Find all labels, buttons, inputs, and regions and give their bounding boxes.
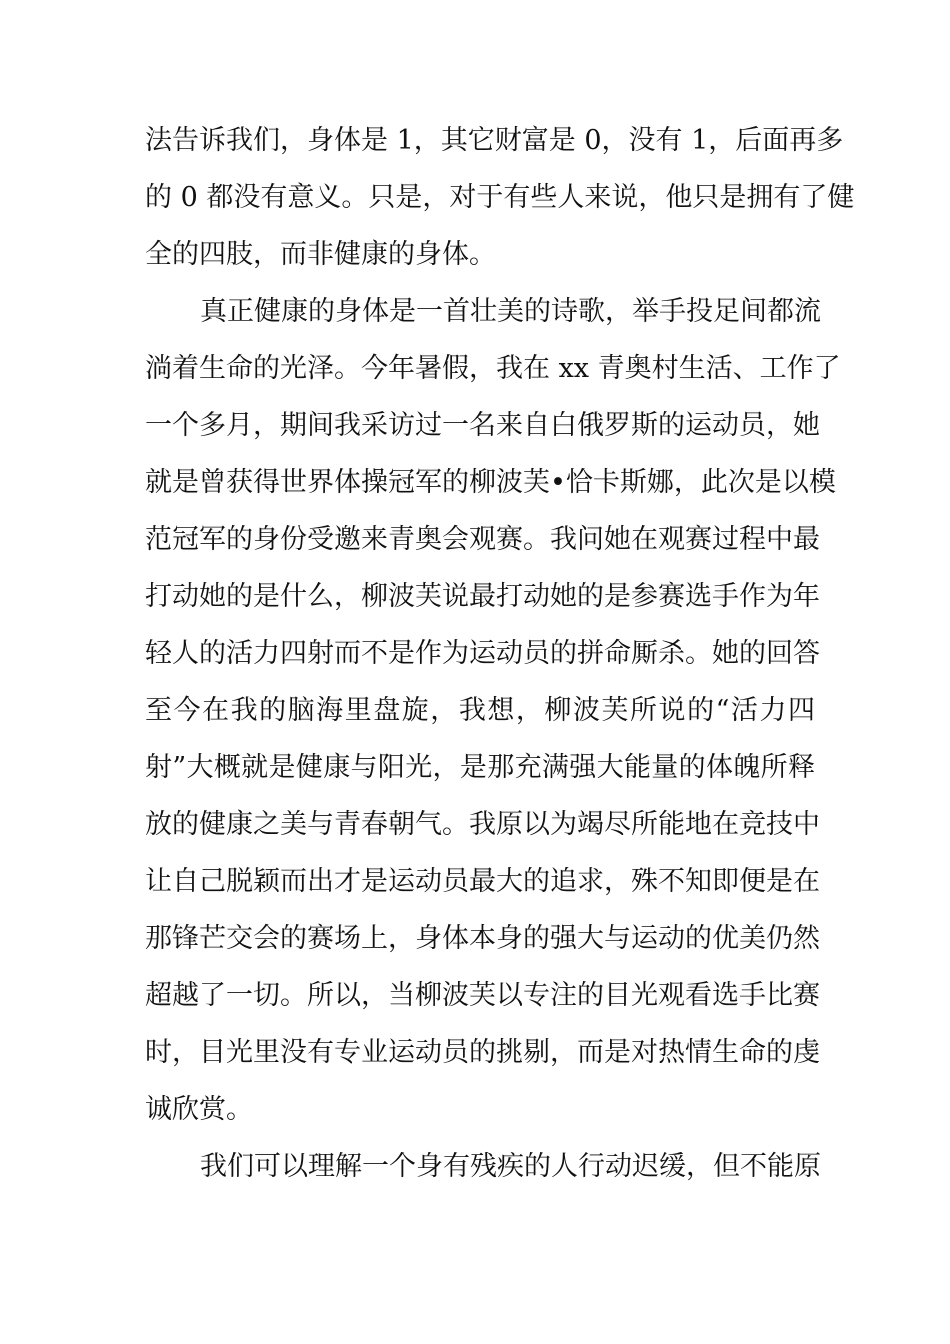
text-line: 一个多月，期间我采访过一名来自白俄罗斯的运动员，她 <box>145 410 820 441</box>
text-line: 真正健康的身体是一首壮美的诗歌，举手投足间都流 <box>200 296 821 327</box>
text-line: 时，目光里没有专业运动员的挑剔，而是对热情生命的虔 <box>145 1037 820 1068</box>
text-line: 全的四肢，而非健康的身体。 <box>145 239 496 270</box>
text-line: 让自己脱颖而出才是运动员最大的追求，殊不知即便是在 <box>145 866 820 897</box>
text-line: 超越了一切。所以，当柳波芙以专注的目光观看选手比赛 <box>145 980 820 1011</box>
text-line: 诚欣赏。 <box>145 1094 253 1125</box>
text-line: 轻人的活力四射而不是作为运动员的拼命厮杀。她的回答 <box>145 638 820 669</box>
text-line: 射”大概就是健康与阳光，是那充满强大能量的体魄所释 <box>145 752 815 783</box>
text-line: 范冠军的身份受邀来青奥会观赛。我问她在观赛过程中最 <box>145 524 820 555</box>
text-line: 那锋芒交会的赛场上，身体本身的强大与运动的优美仍然 <box>145 923 820 954</box>
text-line: 的 0 都没有意义。只是，对于有些人来说，他只是拥有了健 <box>145 182 855 213</box>
text-line: 我们可以理解一个身有残疾的人行动迟缓，但不能原 <box>200 1151 821 1182</box>
text-line: 法告诉我们，身体是 1，其它财富是 0，没有 1，后面再多 <box>145 125 844 156</box>
text-line: 放的健康之美与青春朝气。我原以为竭尽所能地在竞技中 <box>145 809 820 840</box>
text-line: 就是曾获得世界体操冠军的柳波芙•恰卡斯娜，此次是以模 <box>145 467 836 498</box>
text-line: 淌着生命的光泽。今年暑假，我在 xx 青奥村生活、工作了 <box>145 353 841 384</box>
text-line: 至今在我的脑海里盘旋，我想，柳波芙所说的“活力四 <box>145 695 815 726</box>
text-line: 打动她的是什么，柳波芙说最打动她的是参赛选手作为年 <box>145 581 820 612</box>
